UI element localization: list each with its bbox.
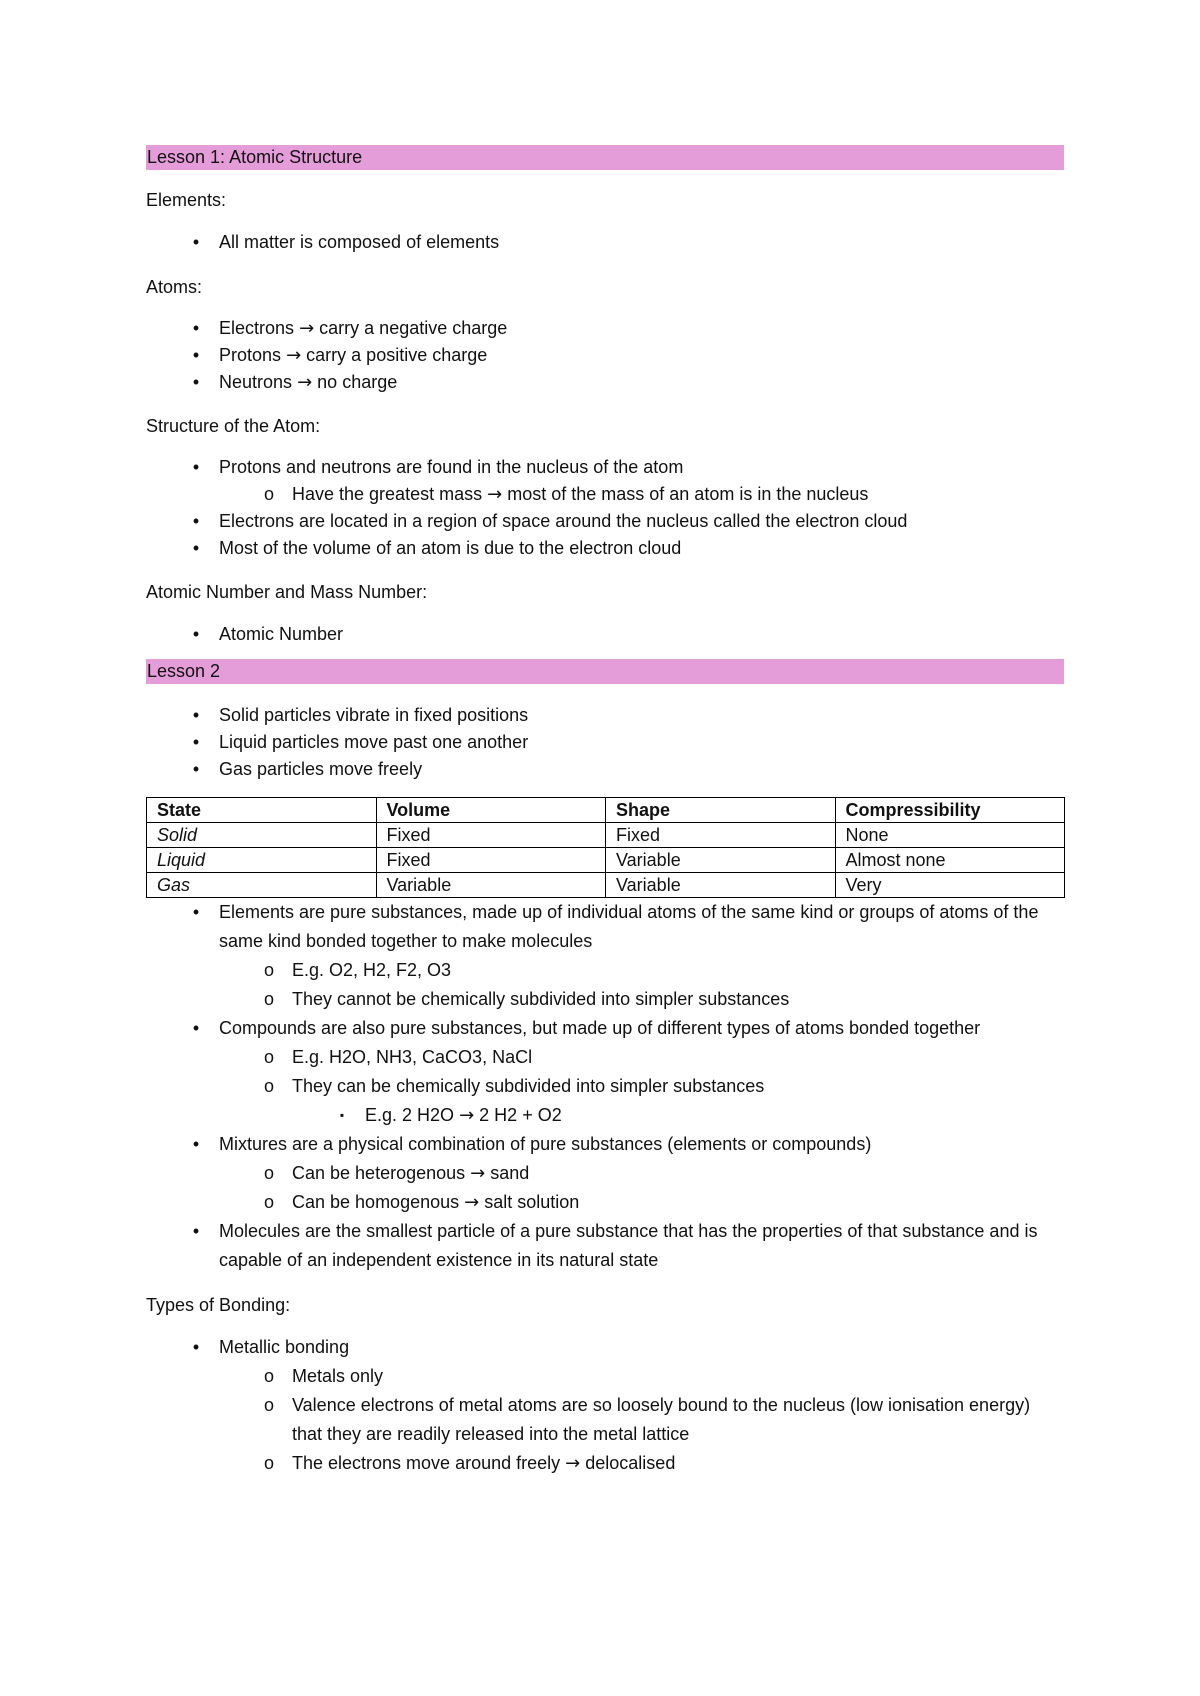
list-item: o Can be heterogenous → sand	[146, 1159, 1064, 1188]
number-list	[146, 620, 1064, 649]
sub-bullet-icon: o	[263, 1163, 274, 1183]
number-heading: Atomic Number and Mass Number:	[146, 582, 428, 602]
bullet-icon: •	[192, 902, 200, 922]
sub-bullet-icon: o	[263, 989, 274, 1009]
list-item: o E.g. O2, H2, F2, O3	[146, 956, 1064, 985]
sub-bullet-icon: o	[263, 1395, 274, 1415]
arrow-icon: →	[464, 1192, 480, 1213]
table-cell: Variable	[376, 873, 606, 898]
table-header-row	[147, 798, 1065, 823]
list-item: • Electrons are located in a region of space around the nucleus called the electron cloud	[146, 508, 1064, 535]
table-header: Volume	[376, 798, 606, 823]
list-item: • All matter is composed of elements	[146, 228, 1064, 257]
list-item: • Compounds are also pure substances, but made up of different types of atoms bonded together	[146, 1014, 1064, 1043]
bullet-icon: •	[192, 372, 200, 392]
list-item: ▪ E.g. 2 H2O → 2 H2 + O2	[146, 1101, 1064, 1130]
sub-bullet-icon: o	[263, 1366, 274, 1386]
sub-bullet-icon: o	[263, 1192, 274, 1212]
sub-bullet-icon: o	[263, 484, 274, 504]
structure-heading: Structure of the Atom:	[146, 416, 321, 436]
table-cell: Liquid	[147, 848, 377, 873]
table-cell: Almost none	[835, 848, 1065, 873]
list-item: • Neutrons → no charge	[146, 369, 1064, 396]
square-bullet-icon: ▪	[339, 1108, 345, 1122]
list-item: o Have the greatest mass → most of the mass of an atom is in the nucleus	[146, 481, 1064, 508]
list-item: o They cannot be chemically subdivided into simpler substances	[146, 985, 1064, 1014]
list-item: • Gas particles move freely	[146, 756, 1064, 783]
lesson-1-title: Lesson 1: Atomic Structure	[146, 145, 1064, 170]
structure-list	[146, 454, 1064, 562]
atoms-list	[146, 315, 1064, 396]
arrow-icon: →	[286, 345, 302, 366]
bullet-icon: •	[192, 1337, 200, 1357]
atoms-heading: Atoms:	[146, 277, 203, 297]
list-item: • Most of the volume of an atom is due to the electron cloud	[146, 535, 1064, 562]
list-item: • Molecules are the smallest particle of a pure substance that has the properties of that substance and is capable of an independent existence in its natural state	[146, 1217, 1064, 1275]
table-cell: None	[835, 823, 1065, 848]
list-item: • Atomic Number	[146, 620, 1064, 649]
list-item: • Solid particles vibrate in fixed positions	[146, 702, 1064, 729]
table-row	[147, 873, 1065, 898]
table-cell: Variable	[606, 848, 836, 873]
bullet-icon: •	[192, 759, 200, 779]
arrow-icon: →	[297, 372, 313, 393]
document-content	[146, 145, 1064, 1478]
bullet-icon: •	[192, 732, 200, 752]
table-cell: Fixed	[606, 823, 836, 848]
elements-list	[146, 228, 1064, 257]
bonding-heading: Types of Bonding:	[146, 1295, 291, 1315]
arrow-icon: →	[565, 1453, 581, 1474]
bullet-icon: •	[192, 538, 200, 558]
table-row	[147, 848, 1065, 873]
list-item: • Liquid particles move past one another	[146, 729, 1064, 756]
arrow-icon: →	[470, 1163, 486, 1184]
table-cell: Fixed	[376, 823, 606, 848]
particle-list	[146, 702, 1064, 783]
bullet-icon: •	[192, 232, 200, 252]
list-item: • Electrons → carry a negative charge	[146, 315, 1064, 342]
table-header: Shape	[606, 798, 836, 823]
list-item: • Metallic bonding	[146, 1333, 1064, 1362]
list-item: • Protons → carry a positive charge	[146, 342, 1064, 369]
list-item: o Can be homogenous → salt solution	[146, 1188, 1064, 1217]
table-row	[147, 823, 1065, 848]
elements-heading: Elements:	[146, 190, 227, 210]
bullet-icon: •	[192, 511, 200, 531]
list-item: o Metals only	[146, 1362, 1064, 1391]
list-item: o E.g. H2O, NH3, CaCO3, NaCl	[146, 1043, 1064, 1072]
bullet-icon: •	[192, 1134, 200, 1154]
sub-bullet-icon: o	[263, 1076, 274, 1096]
sub-bullet-icon: o	[263, 960, 274, 980]
table-header: Compressibility	[835, 798, 1065, 823]
table-cell: Fixed	[376, 848, 606, 873]
sub-bullet-icon: o	[263, 1047, 274, 1067]
arrow-icon: →	[459, 1105, 475, 1126]
bullet-icon: •	[192, 1018, 200, 1038]
table-cell: Very	[835, 873, 1065, 898]
list-item: • Mixtures are a physical combination of pure substances (elements or compounds)	[146, 1130, 1064, 1159]
sub-bullet-icon: o	[263, 1453, 274, 1473]
list-item: o Valence electrons of metal atoms are so loosely bound to the nucleus (low ionisation energy) that they are readily released into the metal lattice	[146, 1391, 1064, 1449]
table-header: State	[147, 798, 377, 823]
bullet-icon: •	[192, 318, 200, 338]
lesson-2-title: Lesson 2	[146, 659, 1064, 684]
bullet-icon: •	[192, 624, 200, 644]
bullet-icon: •	[192, 345, 200, 365]
bullet-icon: •	[192, 457, 200, 477]
states-table	[146, 797, 1065, 898]
arrow-icon: →	[299, 318, 315, 339]
table-cell: Solid	[147, 823, 377, 848]
substances-list	[146, 898, 1064, 1275]
bullet-icon: •	[192, 705, 200, 725]
list-item: o They can be chemically subdivided into simpler substances	[146, 1072, 1064, 1101]
bullet-icon: •	[192, 1221, 200, 1241]
table-cell: Variable	[606, 873, 836, 898]
list-item: o The electrons move around freely → delocalised	[146, 1449, 1064, 1478]
arrow-icon: →	[487, 484, 503, 505]
table-cell: Gas	[147, 873, 377, 898]
bonding-list	[146, 1333, 1064, 1478]
list-item: • Protons and neutrons are found in the nucleus of the atom	[146, 454, 1064, 481]
list-item: • Elements are pure substances, made up of individual atoms of the same kind or groups of atoms of the same kind bonded together to make molecules	[146, 898, 1064, 956]
